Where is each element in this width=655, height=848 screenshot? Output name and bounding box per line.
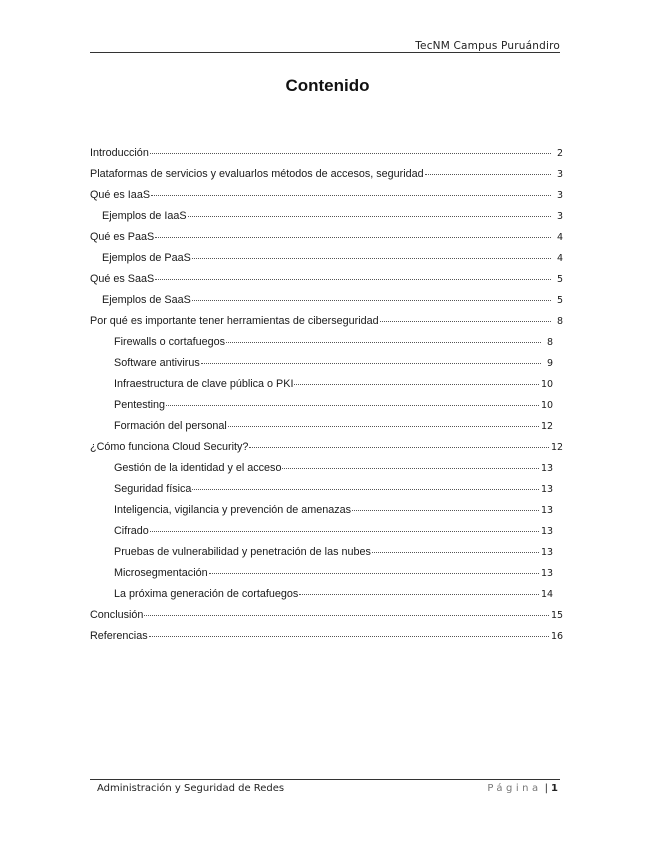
toc-dot-leader [192,300,551,301]
page-title: Contenido [285,76,370,95]
toc-dot-leader [155,279,551,280]
toc-dot-leader [352,510,539,511]
toc-entry[interactable] [90,143,563,164]
toc-entry[interactable] [90,374,563,395]
toc-entry-page: 9 [546,358,553,369]
toc-entry[interactable] [90,479,563,500]
toc-dot-leader [192,489,539,490]
toc-entry-page: 13 [541,505,554,516]
toc-entry-page: 4 [556,232,563,243]
toc-entry[interactable] [90,500,563,521]
toc-dot-leader [201,363,541,364]
toc-entry-title: Introducción [90,147,149,159]
toc-entry[interactable] [90,164,563,185]
toc-entry-page: 15 [551,610,564,621]
toc-entry-title: Plataformas de servicios y evaluarlos métodos de accesos, seguridad [90,168,424,180]
toc-dot-leader [188,216,551,217]
toc-dot-leader [249,447,549,448]
toc-entry-page: 13 [541,463,554,474]
toc-entry[interactable] [90,332,563,353]
toc-entry-page: 3 [556,211,563,222]
toc-dot-leader [150,153,551,154]
toc-entry-title: La próxima generación de cortafuegos [114,588,299,600]
toc-entry[interactable] [90,248,563,269]
toc-entry[interactable] [90,458,563,479]
toc-entry[interactable] [90,290,563,311]
toc-entry-page: 13 [541,526,554,537]
toc-entry[interactable] [90,626,563,647]
toc-entry-page: 3 [556,190,563,201]
toc-entry-title: Microsegmentación [114,567,208,579]
toc-entry-title: Ejemplos de IaaS [102,210,187,222]
toc-entry-title: Firewalls o cortafuegos [114,336,226,348]
toc-dot-leader [166,405,539,406]
toc-dot-leader [282,468,539,469]
toc-dot-leader [299,594,539,595]
table-of-contents [90,143,563,647]
toc-entry-title: Qué es PaaS [90,231,155,243]
toc-entry-title: ¿Cómo funciona Cloud Security? [90,441,249,453]
footer-separator: | [544,783,549,794]
page-header-text: TecNM Campus Puruándiro [415,40,560,52]
toc-entry-page: 4 [556,253,563,264]
toc-dot-leader [380,321,551,322]
toc-entry[interactable] [90,584,563,605]
toc-entry-title: Pentesting [114,399,166,411]
toc-entry-title: Pruebas de vulnerabilidad y penetración de las nubes [114,546,371,558]
toc-entry[interactable] [90,206,563,227]
toc-entry-page: 3 [556,169,563,180]
toc-dot-leader [155,237,551,238]
toc-entry[interactable] [90,353,563,374]
toc-entry-page: 16 [551,631,564,642]
footer-rule [90,779,560,780]
toc-dot-leader [150,531,539,532]
toc-entry-page: 12 [541,421,554,432]
toc-entry-title: Qué es SaaS [90,273,155,285]
toc-entry-title: Conclusión [90,609,144,621]
toc-dot-leader [144,615,549,616]
toc-entry[interactable] [90,542,563,563]
header-rule [90,52,560,53]
toc-entry-title: Ejemplos de PaaS [102,252,191,264]
toc-entry[interactable] [90,563,563,584]
toc-dot-leader [209,573,539,574]
toc-entry[interactable] [90,521,563,542]
footer-page-indicator [487,783,558,794]
toc-dot-leader [425,174,551,175]
toc-entry-page: 8 [556,316,563,327]
toc-entry-page: 5 [556,295,563,306]
toc-entry-page: 2 [556,148,563,159]
toc-entry-title: Ejemplos de SaaS [102,294,191,306]
toc-entry-page: 13 [541,484,554,495]
toc-entry-title: Cifrado [114,525,149,537]
toc-entry-page: 8 [546,337,553,348]
toc-entry[interactable] [90,605,563,626]
toc-entry-title: Inteligencia, vigilancia y prevención de amenazas [114,504,352,516]
toc-entry-title: Software antivirus [114,357,200,369]
toc-dot-leader [228,426,539,427]
toc-entry[interactable] [90,395,563,416]
toc-entry-title: Formación del personal [114,420,227,432]
toc-dot-leader [192,258,551,259]
toc-entry-title: Referencias [90,630,148,642]
toc-dot-leader [294,384,539,385]
toc-entry[interactable] [90,416,563,437]
footer-page-number: 1 [551,783,558,794]
toc-entry-page: 13 [541,547,554,558]
toc-entry-page: 10 [541,379,554,390]
toc-entry-title: Qué es IaaS [90,189,151,201]
toc-entry-title: Gestión de la identidad y el acceso [114,462,282,474]
toc-dot-leader [151,195,551,196]
toc-entry-title: Por qué es importante tener herramientas de ciberseguridad [90,315,379,327]
toc-entry-page: 14 [541,589,554,600]
toc-entry-page: 13 [541,568,554,579]
toc-entry-title: Seguridad física [114,483,192,495]
toc-entry-page: 12 [551,442,564,453]
toc-dot-leader [226,342,541,343]
toc-entry[interactable] [90,311,563,332]
toc-dot-leader [149,636,549,637]
toc-entry-page: 10 [541,400,554,411]
toc-entry[interactable] [90,185,563,206]
toc-entry-title: Infraestructura de clave pública o PKI [114,378,294,390]
toc-entry[interactable] [90,269,563,290]
footer-page-label: Página [487,783,542,794]
footer-course-name: Administración y Seguridad de Redes [97,783,285,794]
toc-entry[interactable] [90,227,563,248]
toc-entry[interactable] [90,437,563,458]
toc-entry-page: 5 [556,274,563,285]
toc-dot-leader [372,552,539,553]
